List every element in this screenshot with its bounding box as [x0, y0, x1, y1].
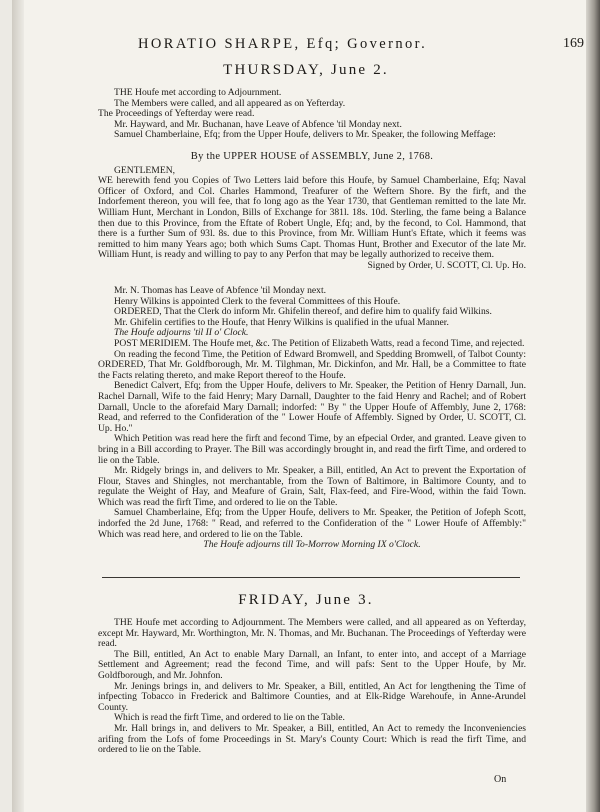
day1-proceedings	[98, 286, 526, 551]
opening-line: THE Houfe met according to Adjournment.	[114, 87, 282, 98]
book-page	[12, 0, 600, 812]
book-spine-edge	[586, 0, 600, 812]
message-body: WE herewith fend you Copies of Two Letters laid before this Houfe, by Samuel Chamberlaine, Efq; Naval Officer of Oxford, and Col. Charles Hammond, Treafurer of the Weftern Shore. By the firft, and the Indorfement thereon, you will fee, that fo long ago as the Year 1730, that Gentleman remitted to the late Mr. William Hunt, Merchant in London, Bills of Exchange for 381l. 18s. 10d. Sterling, the fame being a Balance then due to this Province, from the Eftate of Robert Ungle, Efq; and, by the fecond, to Col. Hammond, that there is a further Sum of 93l. 8s. due to this Province, from Mr. William Hunt's Eftate, which it feems was remitted to him many Years ago; both which Sums Capt. Thomas Hunt, Brother and Executor of the late Mr. William Hunt, is ready and willing to pay to any Perfon that may be legally authorized to receive them.	[98, 175, 526, 261]
message-heading: By the UPPER HOUSE of ASSEMBLY, June 2, 1768.	[190, 151, 434, 162]
page-fold-shadow	[12, 0, 24, 812]
proceeding-entry: Henry Wilkins is appointed Clerk to the feveral Committees of this Houfe.	[114, 295, 401, 307]
page-number: 169	[563, 36, 584, 51]
message-salutation: GENTLEMEN,	[114, 164, 176, 176]
opening-line: The Proceedings of Yefterday were read.	[98, 108, 255, 120]
day-heading-thursday: THURSDAY, June 2.	[223, 62, 389, 78]
upper-house-message	[98, 152, 526, 272]
proceeding-entry: Mr. Hall brings in, and delivers to Mr. Speaker, a Bill, entitled, An Act to remedy the Inconveniencies arifing from the Lofs of fome Proceedings in St. Mary's County Court: Which is read the firft Time, and ordered to lie on the Table.	[98, 722, 526, 756]
opening-line: Mr. Hayward, and Mr. Buchanan, have Leave of Abfence 'til Monday next.	[114, 118, 402, 130]
proceeding-entry: Mr. Ghifelin certifies to the Houfe, that Henry Wilkins is qualified in the ufual Manner.	[114, 316, 449, 328]
proceeding-entry: POST MERIDIEM. The Houfe met, &c. The Petition of Elizabeth Watts, read a fecond Time, and rejected.	[114, 337, 525, 349]
proceeding-entry: THE Houfe met according to Adjournment. The Members were called, and all appeared as on Yefterday, except Mr. Hayward, Mr. Worthington, Mr. N. Thomas, and Mr. Buchanan. The Proceedings of Yefterday were read.	[98, 617, 526, 650]
proceeding-entry: Mr. Jenings brings in, and delivers to Mr. Speaker, a Bill, entitled, An Act for lengthening the Time of infpecting Tobacco in Frederick and Baltimore Counties, and at Elk-Ridge Warehoufe, in Anne-Arundel County.	[98, 680, 526, 713]
proceeding-entry: On reading the fecond Time, the Petition of Edward Bromwell, and Spedding Bromwell, of Talbot County: ORDERED, That Mr. Goldfborough, Mr. M. Tilghman, Mr. Dickinfon, and Mr. Hall, be a Committee to ftate the Facts relating thereto, and make Report thereof to the Houfe.	[98, 348, 526, 381]
catchword: On	[494, 774, 507, 785]
proceeding-entry: Benedict Calvert, Efq; from the Upper Houfe, delivers to Mr. Speaker, the Petition of Henry Darnall, Jun. Rachel Darnall, Wife to the faid Henry; Mary Darnall, Daughter to the faid Henry and Rachel; and of Robert Darnall, Uncle to the aforefaid Mary Darnall; indorfed: " By " the Upper Houfe of Affembly, June 2, 1768: Read, and referred to the Confideration of the " Lower Houfe of Affembly. Signed by Order, U. SCOTT, Cl. Up. Ho."	[98, 380, 526, 434]
opening-line: Samuel Chamberlaine, Efq; from the Upper Houfe, delivers to Mr. Speaker, the following Meffage:	[114, 129, 496, 141]
day-heading-friday: FRIDAY, June 3.	[238, 592, 374, 608]
proceeding-entry: Samuel Chamberlaine, Efq; from the Upper Houfe, delivers to Mr. Speaker, the Petition of Jofeph Scott, indorfed the 2d June, 1768: " Read, and referred to the Confideration of the " Lower Houfe of Affembly:" Which was read here, and ordered to lie on the Table.	[98, 507, 526, 540]
proceeding-entry: Which Petition was read here the firft and fecond Time, by an efpecial Order, and granted. Leave given to bring in a Bill according to Prayer. The Bill was accordingly brought in, and read the firft Time, and ordered to lie on the Table.	[98, 433, 526, 466]
day2-proceedings	[98, 618, 526, 756]
section-divider	[102, 577, 520, 578]
proceeding-entry: ORDERED, That the Clerk do inform Mr. Ghifelin thereof, and defire him to qualify faid Wilkins.	[114, 306, 492, 318]
proceeding-entry: Which is read the firft Time, and ordered to lie on the Table.	[114, 712, 345, 724]
adjournment-note: The Houfe adjourns 'til II o' Clock.	[114, 327, 249, 339]
running-header	[138, 36, 584, 53]
opening-line: The Members were called, and all appeared as on Yefterday.	[114, 97, 346, 109]
proceeding-entry: The Bill, entitled, An Act to enable Mary Darnall, an Infant, to enter into, and accept of a Marriage Settlement and Agreement; read the fecond Time, and will pafs: Sent to the Upper Houfe, by Mr. Goldfborough, and Mr. Johnfon.	[98, 648, 526, 681]
proceeding-entry: Mr. Ridgely brings in, and delivers to Mr. Speaker, a Bill, entitled, An Act to prevent the Exportation of Flour, Staves and Shingles, not merchantable, from the Town of Baltimore, in Baltimore County, and to regulate the Weight of Hay, and Meafure of Grain, Salt, Flax-feed, and Fire-Wood, within the faid Town. Which was read the firft Time, and ordered to lie on the Table.	[98, 465, 526, 508]
day1-opening	[98, 88, 526, 141]
proceeding-entry: Mr. N. Thomas has Leave of Abfence 'til Monday next.	[114, 285, 327, 296]
closing-adjournment: The Houfe adjourns till To-Morrow Morning IX o'Clock.	[203, 539, 421, 551]
message-signature: Signed by Order, U. SCOTT, Cl. Up. Ho.	[367, 259, 526, 271]
running-title: HORATIO SHARPE, Efq; Governor.	[138, 36, 428, 52]
